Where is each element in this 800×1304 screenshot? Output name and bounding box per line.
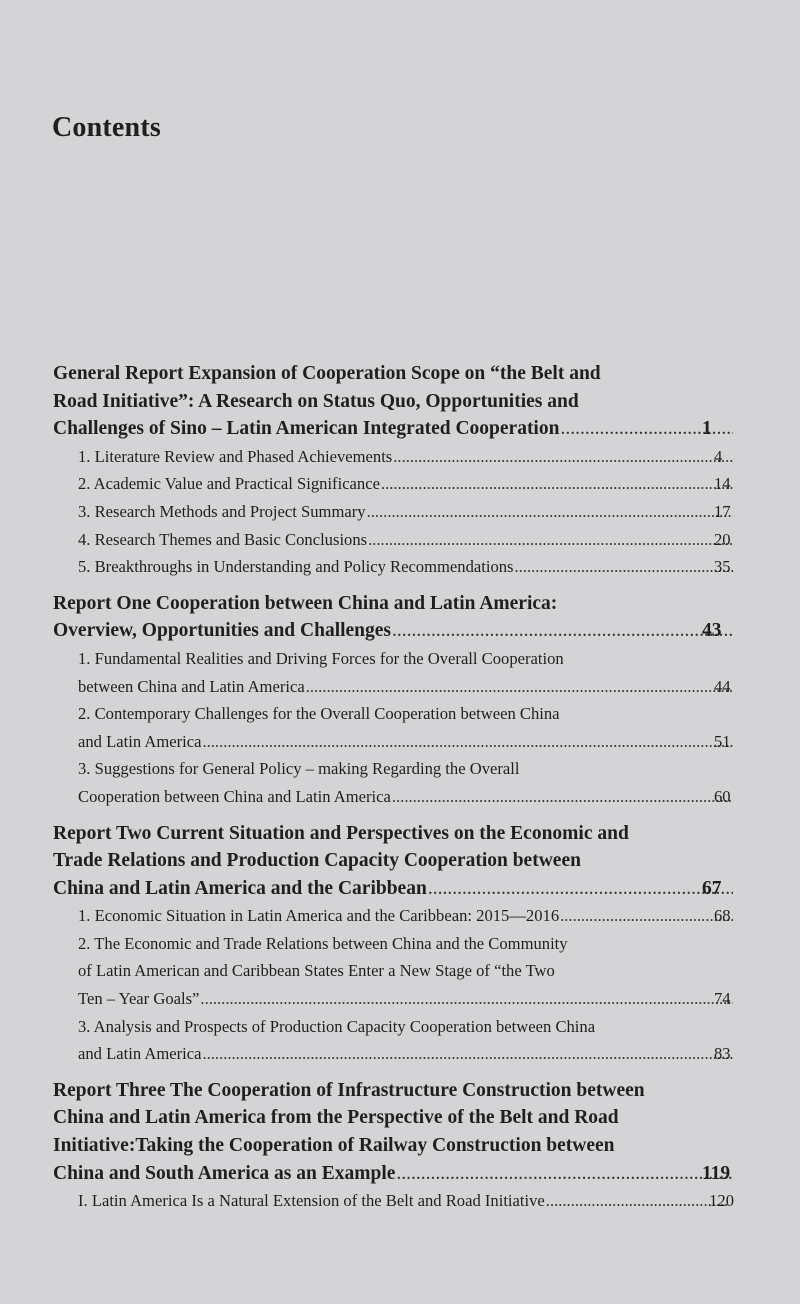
toc-section-report-two [0,820,800,1068]
heading-last-line: China and South America as an Example ..... 119 [85,1160,734,1188]
toc-entry: 3. Suggestions for General Policy – making Regarding the Overall Cooperation between China and Latin America ..... 60 [78,755,734,810]
toc-entry: 2. The Economic and Trade Relations between China and the Community of Latin American and Caribbean States Enter a New Stage of “the Two Ten – Year Goals” ..... 74 [78,930,734,1013]
entry-text: 5. Breakthroughs in Understanding and Policy Recommendations [78,557,514,577]
entry-text: 2. Academic Value and Practical Significance [78,474,380,494]
entry-text: 1. Economic Situation in Latin America and the Caribbean: 2015—2016 [78,906,560,926]
toc-entry: 4. Research Themes and Basic Conclusions ..... 20 [78,526,734,554]
toc-entry: 2. Contemporary Challenges for the Overall Cooperation between China and Latin America ..... 51 [78,700,734,755]
dot-leader [560,902,733,930]
table-of-contents [0,360,800,1224]
section-heading [53,820,734,903]
entry-text: 1. Literature Review and Phased Achievements [78,446,393,466]
dot-leader [428,875,733,903]
section-heading [53,360,734,443]
toc-section-report-three [0,1077,800,1215]
entry-line: of Latin American and Caribbean States Enter a New Stage of “the Two [78,961,555,981]
dot-leader [200,985,733,1013]
heading-line: Initiative:Taking the Cooperation of Railway Construction between [53,1135,615,1157]
entry-text: and Latin America [78,731,202,751]
heading-line: Trade Relations and Production Capacity Cooperation between [53,850,581,872]
entry-line: 2. Contemporary Challenges for the Overall Cooperation between China [78,704,560,724]
heading-line: Report Two Current Situation and Perspectives on the Economic and [53,822,629,844]
toc-entry: 3. Analysis and Prospects of Production Capacity Cooperation between China and Latin America ..... 83 [78,1013,734,1068]
heading-last-line: China and Latin America and the Caribbean ..... 67 [85,875,734,903]
entry-text: Ten – Year Goals” [78,989,200,1009]
heading-text: Challenges of Sino – Latin American Integrated Cooperation [53,418,560,440]
entry-text: between China and Latin America [78,676,305,696]
dot-leader [515,553,733,581]
entry-text: and Latin America [78,1044,202,1064]
dot-leader [392,617,733,645]
toc-entry: 1. Economic Situation in Latin America and the Caribbean: 2015—2016 ..... 68 [78,902,734,930]
entry-text: Cooperation between China and Latin America [78,786,391,806]
heading-text: Overview, Opportunities and Challenges [53,620,392,642]
heading-last-line: Overview, Opportunities and Challenges ..... 43 [85,617,734,645]
dot-leader [546,1187,728,1215]
toc-section-report-one [0,590,800,811]
entry-text: 4. Research Themes and Basic Conclusions [78,529,368,549]
toc-entry: 2. Academic Value and Practical Significance ..... 14 [78,470,734,498]
dot-leader [396,1160,733,1188]
heading-last-line: Challenges of Sino – Latin American Integrated Cooperation ..... 1 [85,415,734,443]
entry-line: 1. Fundamental Realities and Driving Forces for the Overall Cooperation [78,648,564,668]
page-number: 120 [709,1191,734,1211]
dot-leader [202,1040,733,1068]
dot-leader [367,498,733,526]
heading-line: General Report Expansion of Cooperation Scope on “the Belt and [53,363,601,384]
heading-text: China and Latin America and the Caribbean [53,877,427,899]
entry-line: 3. Suggestions for General Policy – making Regarding the Overall [78,759,520,779]
dot-leader [368,526,733,554]
toc-entry: 5. Breakthroughs in Understanding and Policy Recommendations ..... 35 [78,553,734,581]
heading-line: Road Initiative”: A Research on Status Quo, Opportunities and [53,390,579,412]
entry-text: I. Latin America Is a Natural Extension of the Belt and Road Initiative [78,1191,545,1211]
heading-line: Report One Cooperation between China and Latin America: [53,592,558,614]
toc-entry: 1. Literature Review and Phased Achievements ..... 4 [78,443,734,471]
toc-entry [78,1187,734,1215]
page-title: Contents [52,112,161,143]
dot-leader [202,728,733,756]
dot-leader [393,443,733,471]
section-heading [53,1077,734,1187]
dot-leader [392,783,733,811]
toc-entry: 1. Fundamental Realities and Driving Forces for the Overall Cooperation between China and Latin America ..... 44 [78,645,734,700]
dot-leader [306,673,733,701]
toc-entry: 3. Research Methods and Project Summary ..... 17 [78,498,734,526]
heading-line: Report Three The Cooperation of Infrastructure Construction between [53,1079,645,1101]
entry-line: 3. Analysis and Prospects of Production Capacity Cooperation between China [78,1016,596,1036]
section-heading [53,590,734,645]
entry-text: 3. Research Methods and Project Summary [78,501,366,521]
dot-leader [381,470,733,498]
heading-text: China and South America as an Example [53,1162,396,1184]
heading-line: China and Latin America from the Perspective of the Belt and Road [53,1107,619,1129]
toc-section-general-report [0,360,800,581]
entry-line: 2. The Economic and Trade Relations between China and the Community [78,933,568,953]
